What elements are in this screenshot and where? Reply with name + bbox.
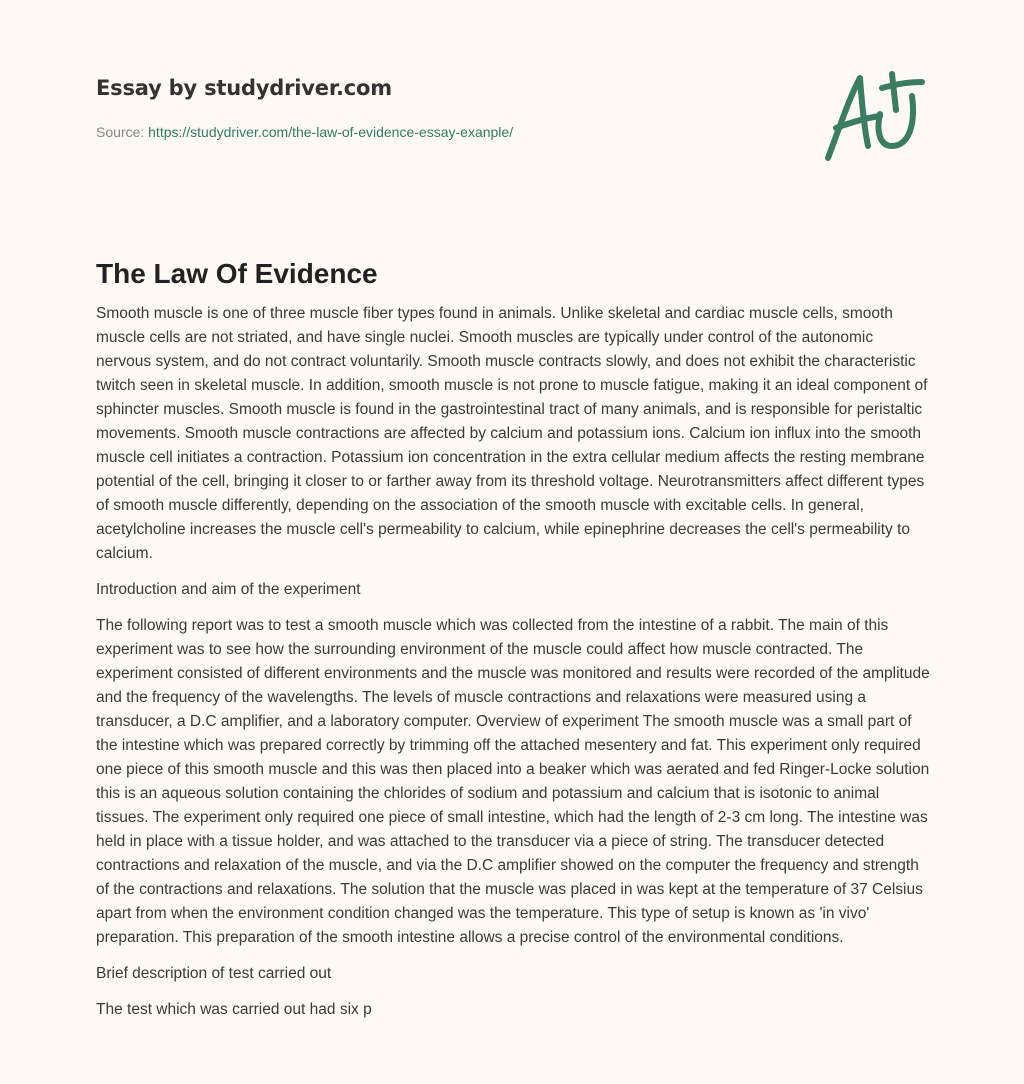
paragraph: Smooth muscle is one of three muscle fiber types found in animals. Unlike skeletal and cardiac muscle cells, smooth muscle cells are not striated, and have single nuclei. Smooth muscles are typically under control of the autonomic nervous system, and do not contract voluntarily. Smooth muscle contracts slowly, and does not exhibit the characteristic twitch seen in skeletal muscle. In addition, smooth muscle is not prone to muscle fatigue, making it an ideal component of sphincter muscles. Smooth muscle is found in the gastrointestinal tract of many animals, and is responsible for peristaltic movements. Smooth muscle contractions are affected by calcium and potassium ions. Calcium ion influx into the smooth muscle cell initiates a contraction. Potassium ion concentration in the extra cellular medium affects the resting membrane potential of the cell, bringing it closer to or farther away from its threshold voltage. Neurotransmitters affect different types of smooth muscle differently, depending on the association of the smooth muscle with excitable cells. In general, acetylcholine increases the muscle cell's permeability to calcium, while epinephrine decreases the cell's permeability to calcium. [96, 305, 928, 562]
source-line [96, 124, 513, 140]
page-header [96, 76, 513, 140]
source-link[interactable]: https://studydriver.com/the-law-of-evidence-essay-exanple/ [148, 124, 514, 140]
paragraph: The following report was to test a smooth muscle which was collected from the intestine of a rabbit. The main of this experiment was to see how the surrounding environment of the muscle could affect how muscle contracted. The experiment consisted of different environments and the muscle was monitored and results were recorded of the amplitude and the frequency of the wavelengths. The levels of muscle contractions and relaxations were measured using a transducer, a D.C amplifier, and a laboratory computer. Overview of experiment The smooth muscle was a small part of the intestine which was prepared correctly by trimming off the attached mesentery and fat. This experiment only required one piece of this smooth muscle and this was then placed into a beaker which was aerated and fed Ringer-Locke solution this is an aqueous solution containing the chlorides of sodium and potassium and calcium that is isotonic to animal tissues. The experiment only required one piece of small intestine, which had the length of 2-3 cm long. The intestine was held in place with a tissue holder, and was attached to the transducer via a piece of string. The transducer detected contractions and relaxation of the muscle, and via the D.C amplifier showed on the computer the frequency and strength of the contractions and relaxations. The solution that the muscle was placed in was kept at the temperature of 37 Celsius apart from when the environment condition changed was the temperature. This type of setup is known as 'in vivo' preparation. This preparation of the smooth intestine allows a precise control of the environmental conditions. [96, 617, 930, 946]
article-title: The Law Of Evidence [96, 258, 378, 289]
site-title: Essay by studydriver.com [96, 76, 392, 100]
article-body-text [96, 302, 932, 1034]
source-label: Source: [96, 124, 145, 140]
a-plus-logo-icon [818, 66, 928, 166]
paragraph: The test which was carried out had six p [96, 1001, 372, 1018]
section-heading: Introduction and aim of the experiment [96, 581, 361, 598]
section-heading: Brief description of test carried out [96, 965, 332, 982]
